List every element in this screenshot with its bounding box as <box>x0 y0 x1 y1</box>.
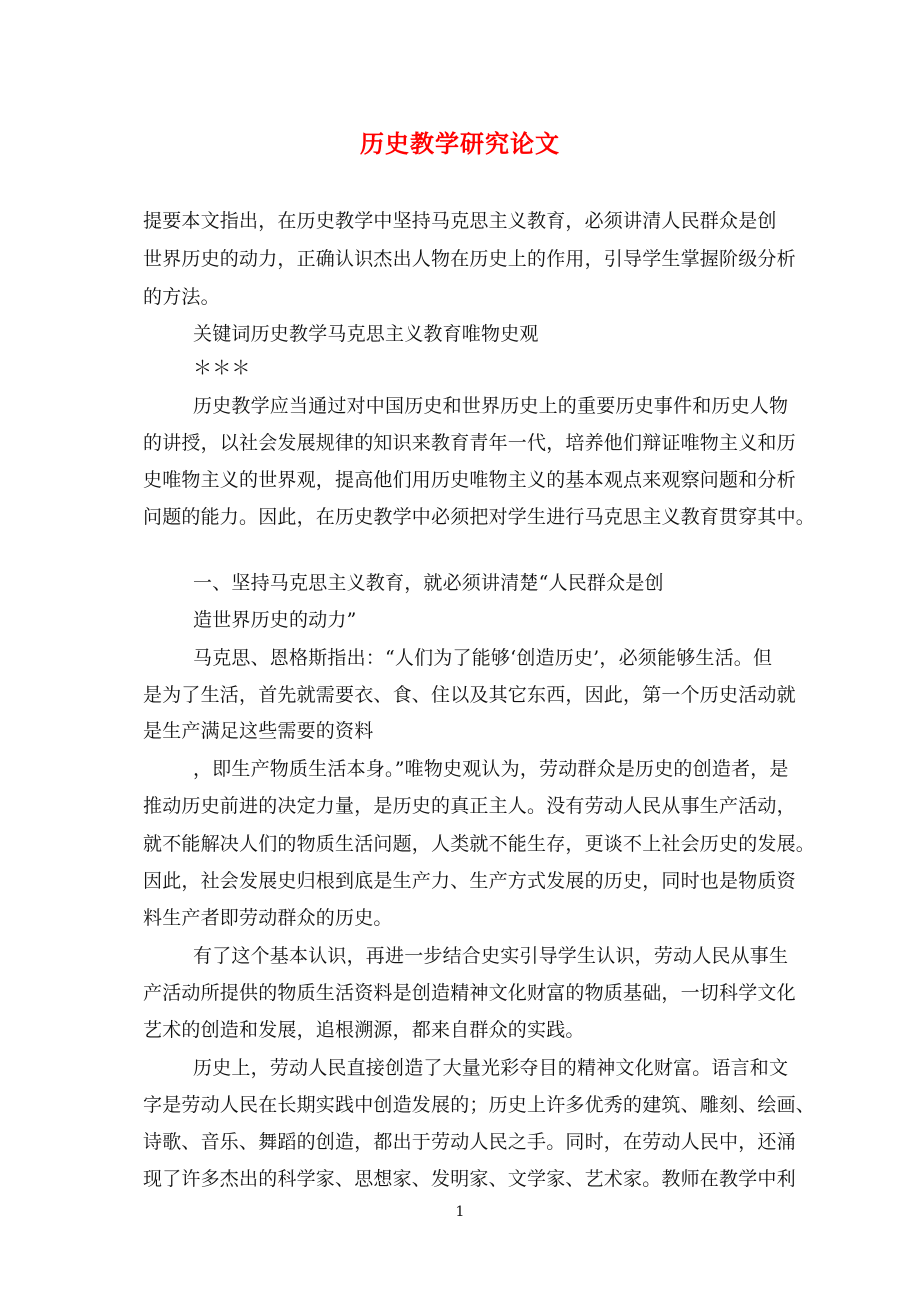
body-line-15: 现了许多杰出的科学家、思想家、发明家、文学家、艺术家。教师在教学中利 <box>143 1168 796 1190</box>
page-number: 1 <box>455 1204 465 1220</box>
abstract-line-1: 提要本文指出，在历史教学中坚持马克思主义教育，必须讲清人民群众是创 <box>143 210 777 232</box>
body-line-8: 料生产者即劳动群众的历史。 <box>143 907 393 929</box>
abstract-line-3: 的方法。 <box>143 286 220 308</box>
intro-line-3: 史唯物主义的世界观，提高他们用历史唯物主义的基本观点来观察问题和分析 <box>143 469 796 491</box>
body-line-13: 字是劳动人民在长期实践中创造发展的；历史上许多优秀的建筑、雕刻、绘画、 <box>143 1094 816 1116</box>
body-line-5: 推动历史前进的决定力量，是历史的真正主人。没有劳动人民从事生产活动， <box>143 795 796 817</box>
body-line-1: 马克思、恩格斯指出：“人们为了能够‘创造历史’，必须能够生活。但 <box>193 647 773 669</box>
body-line-9: 有了这个基本认识，再进一步结合史实引导学生认识，劳动人民从事生 <box>193 945 789 967</box>
body-line-10: 产活动所提供的物质生活资料是创造精神文化财富的物质基础，一切科学文化 <box>143 982 796 1004</box>
intro-line-2: 的讲授，以社会发展规律的知识来教育青年一代，培养他们辩证唯物主义和历 <box>143 432 796 454</box>
body-line-7: 因此，社会发展史归根到底是生产力、生产方式发展的历史，同时也是物质资 <box>143 870 796 892</box>
body-line-11: 艺术的创造和发展，追根溯源，都来自群众的实践。 <box>143 1019 585 1041</box>
body-line-3: 是生产满足这些需要的资料 <box>143 720 374 742</box>
section-heading-line-2: 造世界历史的动力” <box>193 609 357 631</box>
intro-line-1: 历史教学应当通过对中国历史和世界历史上的重要历史事件和历史人物 <box>193 395 789 417</box>
keywords-line: 关键词历史教学马克思主义教育唯物史观 <box>193 323 539 345</box>
body-line-2: 是为了生活，首先就需要衣、食、住以及其它东西，因此，第一个历史活动就 <box>143 684 796 706</box>
body-line-4: ，即生产物质生活本身。”唯物史观认为，劳动群众是历史的创造者，是 <box>193 758 789 780</box>
body-line-14: 诗歌、音乐、舞蹈的创造，都出于劳动人民之手。同时，在劳动人民中，还涌 <box>143 1131 796 1153</box>
body-line-6: 就不能解决人们的物质生活问题，人类就不能生存，更谈不上社会历史的发展。 <box>143 833 816 855</box>
intro-line-4: 问题的能力。因此，在历史教学中必须把对学生进行马克思主义教育贯穿其中。 <box>143 506 816 528</box>
abstract-line-2: 世界历史的动力，正确认识杰出人物在历史上的作用，引导学生掌握阶级分析 <box>143 248 796 270</box>
section-heading-line-1: 一、坚持马克思主义教育，就必须讲清楚“人民群众是创 <box>193 572 664 594</box>
body-line-12: 历史上，劳动人民直接创造了大量光彩夺目的精神文化财富。语言和文 <box>193 1057 789 1079</box>
document-title: 历史教学研究论文 <box>360 129 560 158</box>
separator-stars: ＊＊＊ <box>193 357 251 379</box>
